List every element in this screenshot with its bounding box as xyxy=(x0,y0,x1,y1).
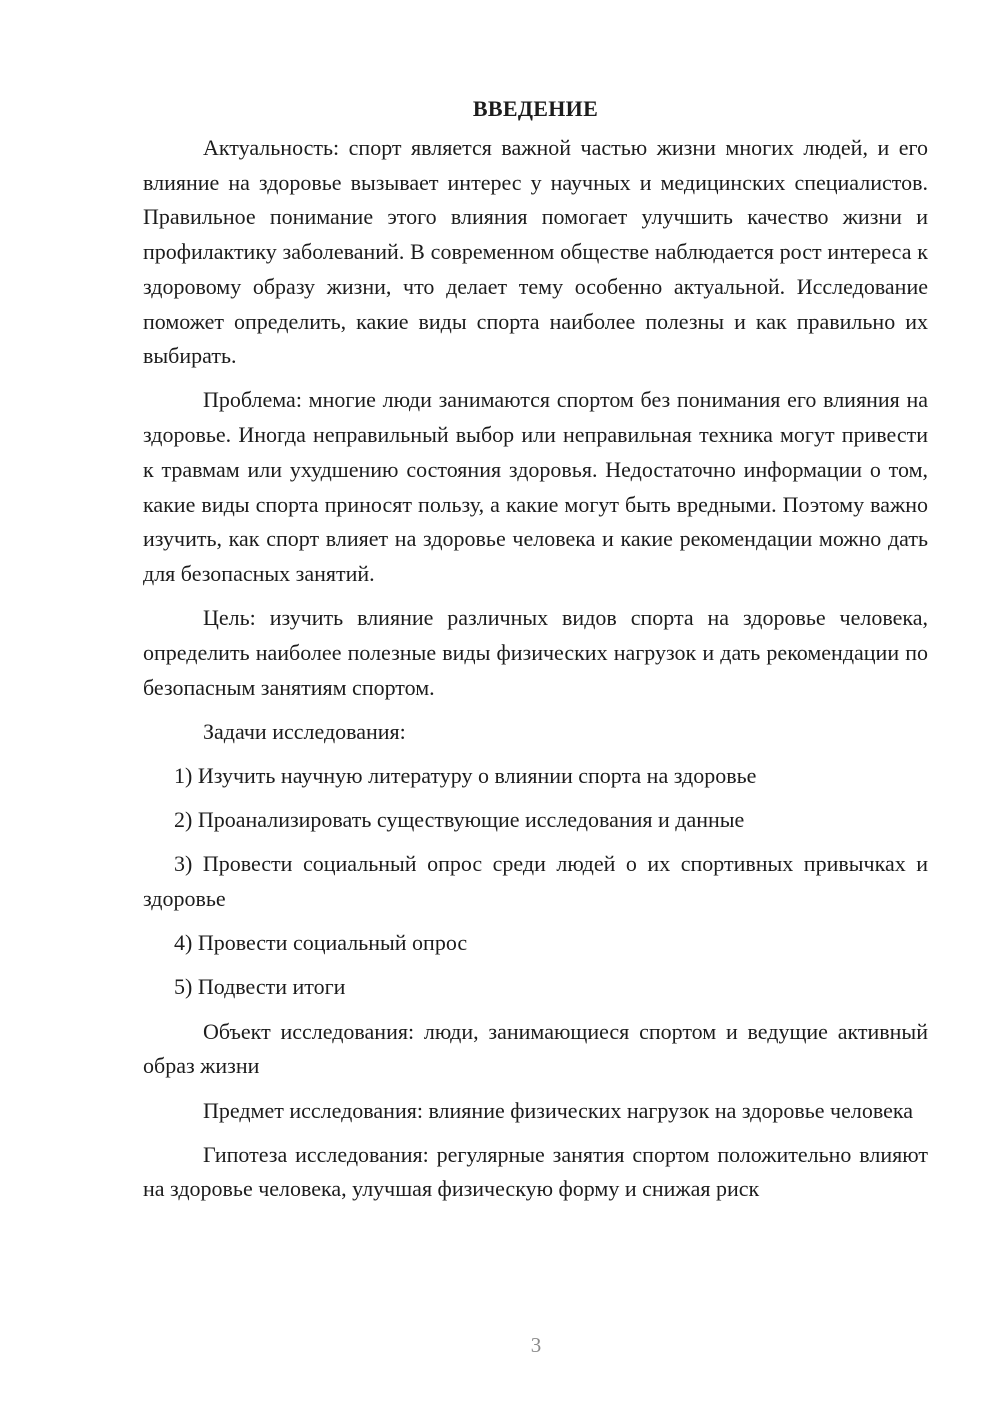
section-heading: ВВЕДЕНИЕ xyxy=(472,96,599,121)
task-item-2: 2) Проанализировать существующие исследования и данные xyxy=(174,807,745,833)
task-item-1: 1) Изучить научную литературу о влиянии спорта на здоровье xyxy=(174,762,757,788)
task-item-3: 3) Провести социальный опрос среди людей о их спортивных привычках и здоровье xyxy=(143,851,928,912)
task-item-5: 5) Подвести итоги xyxy=(174,974,346,1000)
relevance-paragraph: Актуальность: спорт является важной частью жизни многих людей, и его влияние на здоровье вызывает интерес у научных и медицинских специалистов. Правильное понимание этого влияния помогает улучшить качество жизни и профилактику заболеваний. В современном обществе наблюдается рост интереса к здоровому образу жизни, что делает тему особенно актуальной. Исследование поможет определить, какие виды спорта наиболее полезны и как правильно их выбирать. xyxy=(143,135,928,369)
object-paragraph: Объект исследования: люди, занимающиеся спортом и ведущие активный образ жизни xyxy=(143,1018,928,1079)
task-item-4: 4) Провести социальный опрос xyxy=(174,930,468,956)
tasks-heading: Задачи исследования: xyxy=(203,718,406,744)
document-page xyxy=(143,92,928,1217)
problem-paragraph: Проблема: многие люди занимаются спортом без понимания его влияния на здоровье. Иногда неправильный выбор или неправильная техника могут привести к травмам или ухудшению состояния здоровья. Недостаточно информации о том, какие виды спорта приносят пользу, а какие могут быть вредными. Поэтому важно изучить, как спорт влияет на здоровье человека и какие рекомендации можно дать для безопасных занятий. xyxy=(143,387,928,586)
hypothesis-paragraph: Гипотеза исследования: регулярные занятия спортом положительно влияют на здоровье человека, улучшая физическую форму и снижая риск xyxy=(143,1141,928,1202)
goal-paragraph: Цель: изучить влияние различных видов спорта на здоровье человека, определить наиболее полезные виды физических нагрузок и дать рекомендации по безопасным занятиям спортом. xyxy=(143,605,928,700)
page-number: 3 xyxy=(530,1333,542,1357)
subject-paragraph: Предмет исследования: влияние физических нагрузок на здоровье человека xyxy=(203,1097,914,1123)
